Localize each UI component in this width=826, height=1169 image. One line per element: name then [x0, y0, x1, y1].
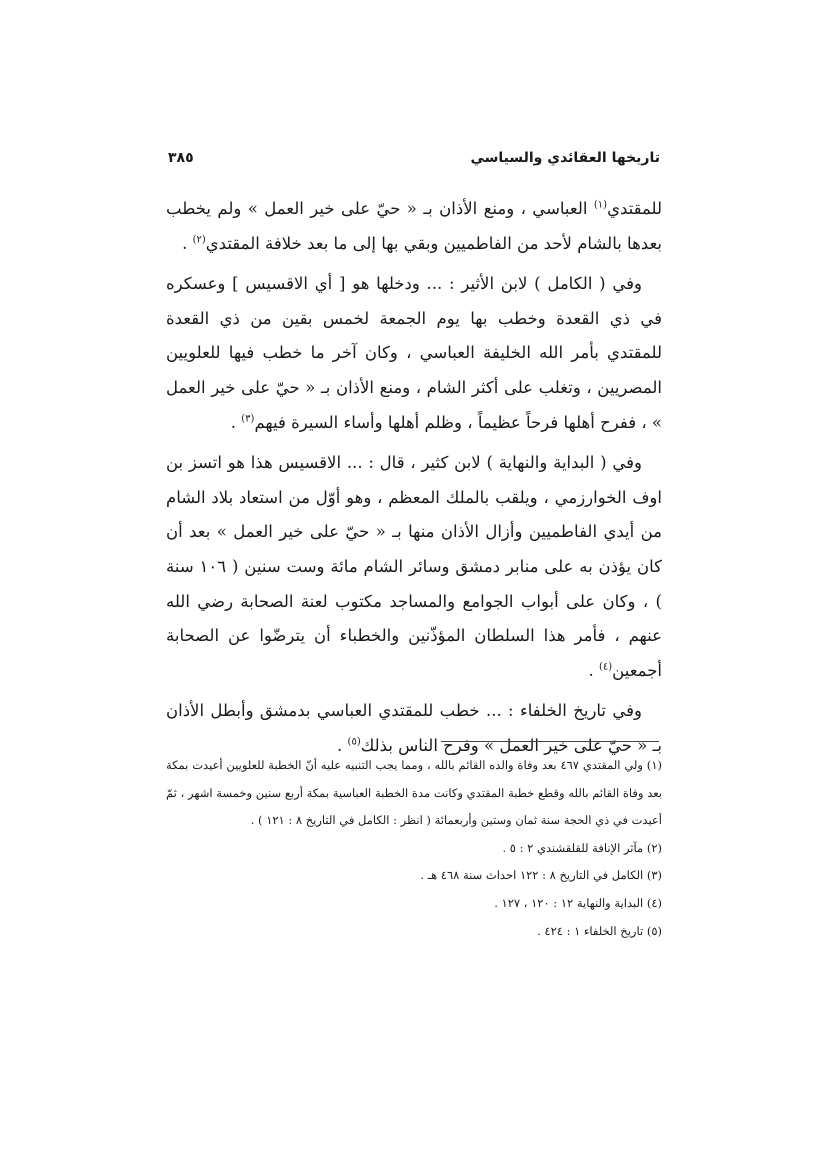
running-header [168, 150, 660, 166]
footnote-marker: (٤) [598, 661, 613, 673]
paragraph: وفي ( البداية والنهاية ) لابن كثير ، قال : ... الاقسيس هذا هو اتسز بن اوف الخوارزمي ، ويلقب بالملك المعظم ، وهو أوّل من استعاد بلاد الشام من أيدي الفاطميين وأزال الأذان منها بـ « حيّ على خير العمل » بعد أن كان يؤذن به على منابر دمشق وسائر الشام مائة وست سنين ( ١٠٦ سنة ) ، وكان على أبواب الجوامع والمساجد مكتوب لعنة الصحابة رضي الله عنهم ، فأمر هذا السلطان المؤذّنين والخطباء أن يترضّوا عن الصحابة أجمعين$^{(٤)}$ . [166, 453, 662, 680]
page-number: ٣٨٥ [168, 150, 194, 166]
footnote: (١) ولي المقتدي ٤٦٧ بعد وفاة والده القائم بالله ، ومما يجب التنبيه عليه أنّ الخطبة للعلويين أعيدت بمكة بعد وفاة القائم بالله وقطع خطبة المقتدي وكانت مدة الخطبة العباسية بمكة أربع سنين وخمسة اشهر ، ثمّ أعيدت في ذي الحجة سنة ثمان وستين وأربعمائة ( انظر : الكامل في التاريخ ٨ : ١٢١ ) . [166, 758, 662, 828]
main-text [166, 192, 662, 770]
footnote: (٤) البداية والنهاية ١٢ : ١٢٠ ، ١٢٧ . [494, 895, 662, 910]
footnote-marker: (٢) [192, 234, 206, 246]
footnotes [166, 752, 662, 945]
running-title: تاريخها العقائدي والسياسي [470, 150, 660, 166]
paragraph: وفي ( الكامل ) لابن الأثير : ... ودخلها هو [ أي الاقسيس ] وعسكره في ذي القعدة وخطب بها يوم الجمعة لخمس بقين من ذي القعدة للمقتدي بأمر الله الخليفة العباسي ، وكان آخر ما خطب فيها للعلويين المصريين ، وتغلب على أكثر الشام ، ومنع الأذان بـ « حيّ على خير العمل » ، ففرح أهلها فرحاً عظيماً ، وظلم أهلها وأساء السيرة فيهم$^{(٣)}$ . [166, 274, 662, 432]
paragraph: للمقتدي$^{(١)}$ العباسي ، ومنع الأذان بـ « حيّ على خير العمل » ولم يخطب بعدها بالشام لأحد من الفاطميين وبقي بها إلى ما بعد خلافة المقتدي$^{(٢)}$ . [166, 199, 662, 253]
footnote-marker: (٥) [347, 736, 361, 748]
footnote: (٣) الكامل في التاريخ ٨ : ١٢٢ احداث سنة ٤٦٨ هـ . [420, 868, 662, 883]
footnote-marker: (٣) [241, 413, 255, 425]
footnote: (٢) مآثر الإنافة للقلقشندي ٢ : ٥ . [502, 840, 662, 855]
footnote-divider [441, 741, 659, 742]
footnote: (٥) تاريخ الخلفاء ١ : ٤٢٤ . [537, 923, 662, 938]
footnote-marker: (١) [593, 199, 608, 211]
paragraph: وفي تاريخ الخلفاء : ... خطب للمقتدي العباسي بدمشق وأبطل الأذان بـ « حيّ على خير العمل » وفرح الناس بذلك$^{(٥)}$ . [166, 701, 662, 755]
